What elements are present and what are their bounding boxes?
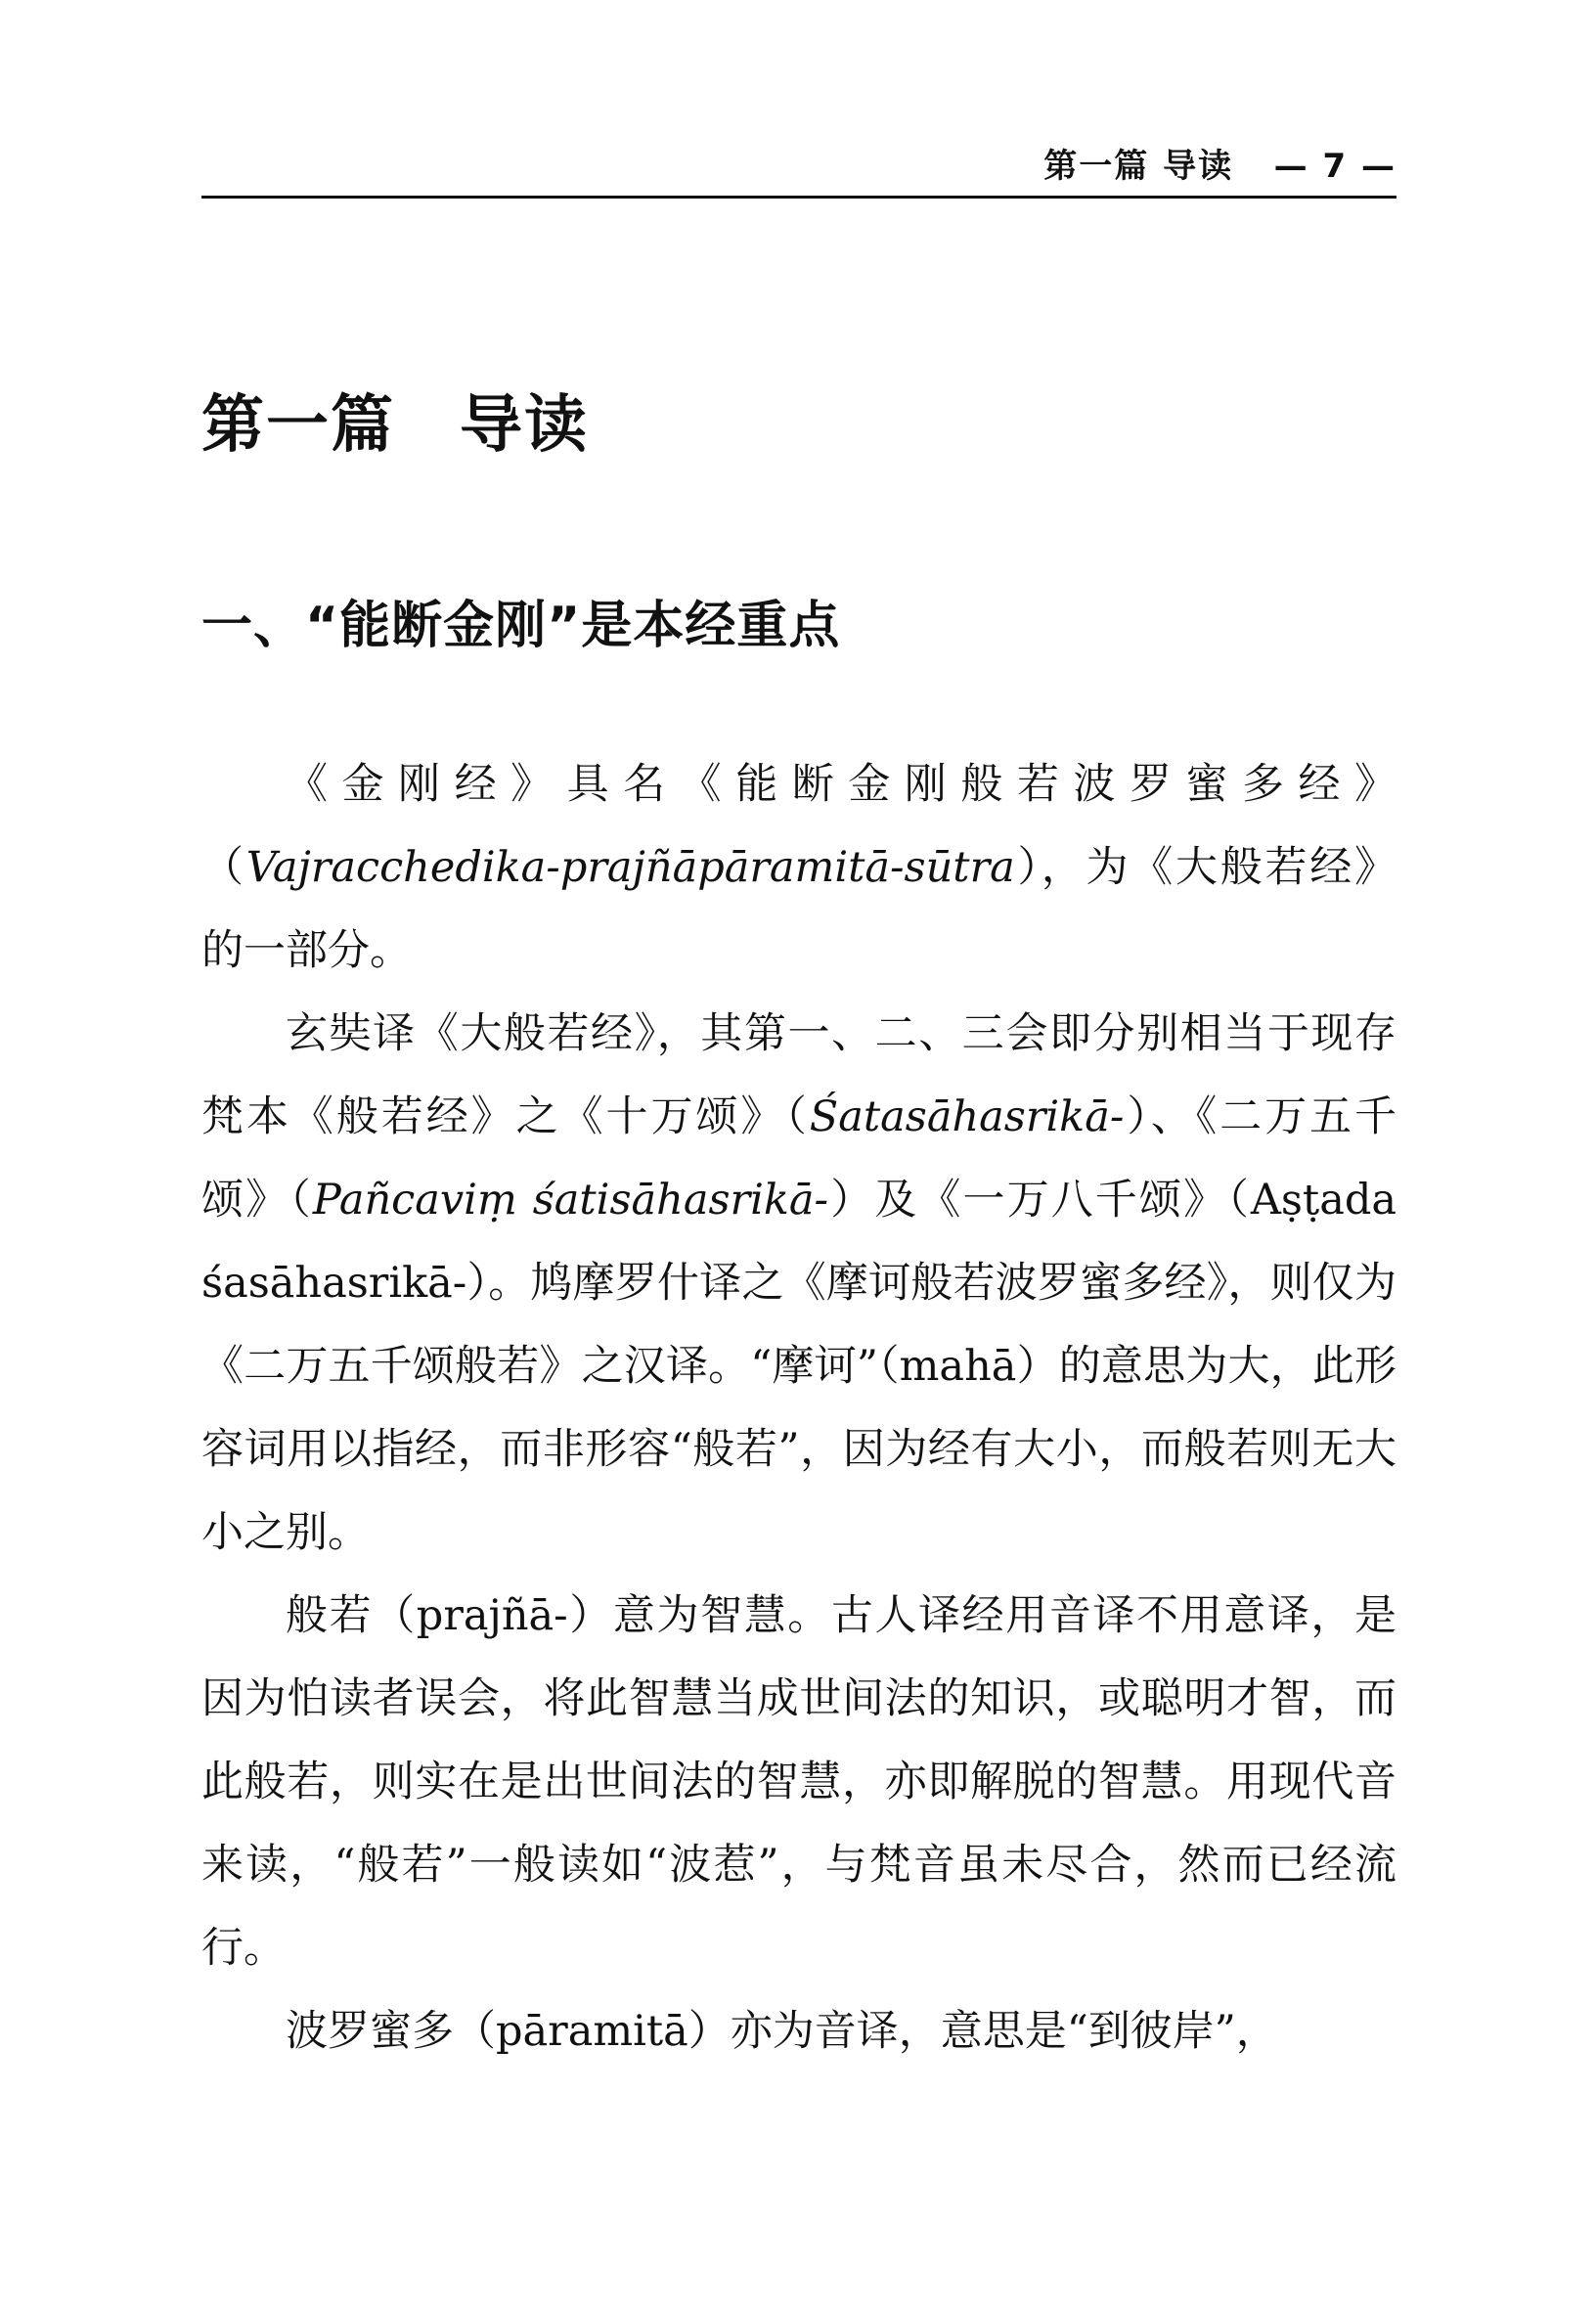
- page-number: — 7 —: [1273, 147, 1396, 186]
- sanskrit-term: Pañcaviṃ śatisāhasrikā-: [312, 1176, 829, 1225]
- running-header: [201, 142, 1396, 191]
- text-run: ），为《大般若经》的一部分。: [201, 843, 1397, 975]
- sanskrit-term: Vajracchedika-prajñāpāramitā-sūtra: [245, 843, 1015, 892]
- text-run: 般若（: [286, 1591, 417, 1640]
- text-run: 波罗蜜多（: [286, 2007, 496, 2056]
- text-run: ）亦为音译，意思是“到彼岸”，: [687, 2007, 1278, 2056]
- text-run: ）的意思为大，此形容词用以指经，而非形容“般若”，因为经有大小，而般若则无大小之别。: [201, 1342, 1396, 1557]
- text-run: ）意为智慧。古人译经用音译不用意译，是因为怕读者误会，将此智慧当成世间法的知识，或聪明才智，而此般若，则实在是出世间法的智慧，亦即解脱的智慧。用现代音来读，“般若”一般读如“波惹”，与梵音虽未尽合，然而已经流行。: [201, 1591, 1397, 1973]
- section-title: 一、“能断金刚”是本经重点: [201, 597, 841, 655]
- paragraph-2: [201, 993, 1396, 1575]
- running-title: 第一篇 导读: [1043, 147, 1234, 186]
- text-run: 《金刚经》具名《能断金刚般若波罗蜜多经》（: [201, 760, 1396, 892]
- paragraph-4: [201, 1990, 1396, 2073]
- paragraph-3: [201, 1575, 1396, 1990]
- text-run: 玄奘译《大般若经》，其第一、二、三会即分别相当于现存梵本《般若经》之《十万颂》（: [201, 1009, 1396, 1141]
- sanskrit-term: Aṣṭada śasāhasrikā-: [201, 1176, 1397, 1308]
- sanskrit-term: prajñā-: [416, 1591, 568, 1640]
- text-run: ）及《一万八千颂》（: [828, 1176, 1251, 1225]
- sanskrit-term: Śatasāhasrikā-: [809, 1092, 1125, 1141]
- text-run: ）。鸠摩罗什译之《摩诃般若波罗蜜多经》，则仅为《二万五千颂般若》之汉译。“摩诃”（: [201, 1259, 1396, 1391]
- sanskrit-term: mahā: [899, 1342, 1017, 1391]
- paragraph-1: [201, 743, 1396, 993]
- body-text: [201, 743, 1396, 2073]
- header-rule: [201, 196, 1396, 199]
- part-title: 第一篇 导读: [201, 389, 589, 462]
- text-run: ）、《二万五千颂》（: [201, 1092, 1397, 1225]
- sanskrit-term: pāramitā: [496, 2007, 688, 2056]
